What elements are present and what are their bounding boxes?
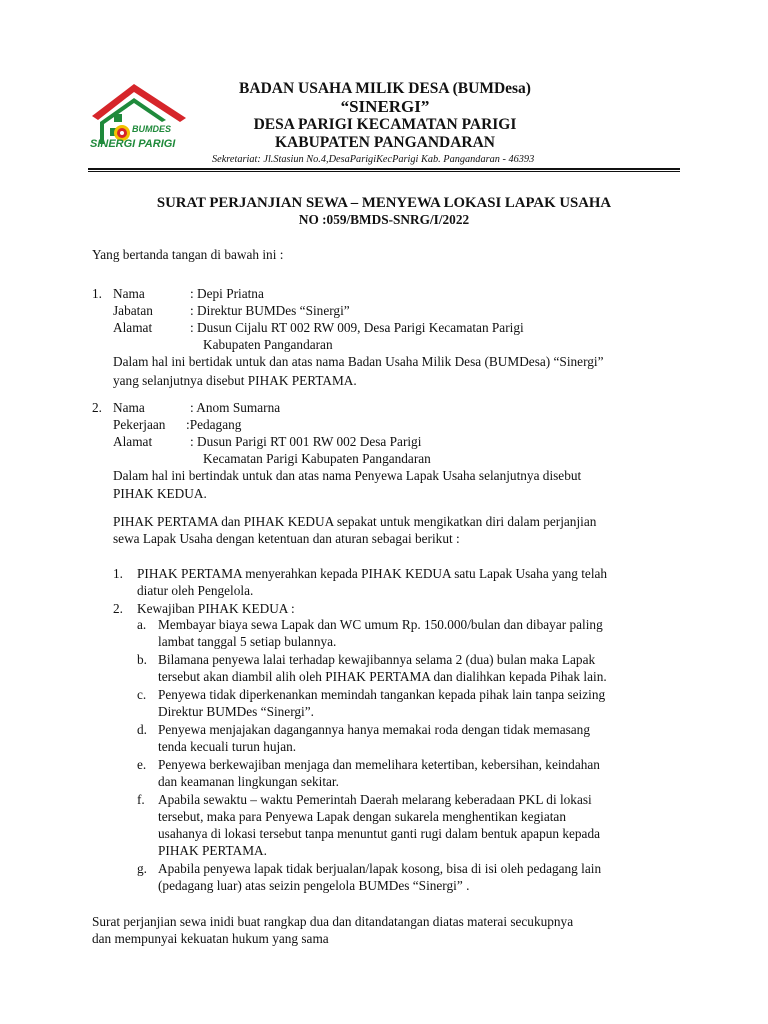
logo-text-bumdes: BUMDES <box>132 124 172 134</box>
party-one-position-value: : Direktur BUMDes “Sinergi” <box>190 303 350 318</box>
closing-text: Surat perjanjian sewa inidi buat rangkap dua dan ditandatangan diatas materai secukupnya <box>92 914 574 929</box>
closing-text-cont: dan mempunyai kekuatan hukum yang sama <box>92 931 329 946</box>
party-two-address-label: Alamat <box>113 434 153 449</box>
obligation-e-text: Penyewa berkewajiban menjaga dan memelihara ketertiban, kebersihan, keindahan <box>158 757 600 772</box>
party-two-number: 2. <box>92 400 102 415</box>
party-two-address-value-cont: Kecamatan Parigi Kabupaten Pangandaran <box>203 451 431 466</box>
obligation-g-letter: g. <box>137 861 147 876</box>
party-one-description: Dalam hal ini bertidak untuk dan atas nama Badan Usaha Milik Desa (BUMDesa) “Sinergi” <box>113 354 604 369</box>
obligation-e-text-cont: dan keamanan lingkungan sekitar. <box>158 774 339 789</box>
term-one-text: PIHAK PERTAMA menyerahkan kepada PIHAK KEDUA satu Lapak Usaha yang telah <box>137 566 608 581</box>
obligation-f-text-cont: tersebut, maka para Penyewa Lapak dengan sukarela menghentikan kegiatan <box>158 809 566 824</box>
party-two-name-label: Nama <box>113 400 145 415</box>
term-two-text: Kewajiban PIHAK KEDUA : <box>137 601 295 616</box>
party-two-description: Dalam hal ini bertindak untuk dan atas nama Penyewa Lapak Usaha selanjutnya disebut <box>113 468 582 483</box>
obligation-a-text-cont: lambat tanggal 5 setiap bulannya. <box>158 634 337 649</box>
letterhead-org-brand: “SINERGI” <box>340 97 430 116</box>
letterhead-org-name: BADAN USAHA MILIK DESA (BUMDesa) <box>239 80 531 97</box>
party-two-occupation-label: Pekerjaan <box>113 417 166 432</box>
obligation-b-text: Bilamana penyewa lalai terhadap kewajibannya selama 2 (dua) bulan maka Lapak <box>158 652 596 667</box>
obligation-b-text-cont: tersebut akan diambil alih oleh PIHAK PERTAMA dan dialihkan kepada Pihak lain. <box>158 669 607 684</box>
obligation-a-letter: a. <box>137 617 147 632</box>
party-one-name-label: Nama <box>113 286 145 301</box>
letterhead-regency: KABUPATEN PANGANDARAN <box>274 134 495 151</box>
obligation-f-text: Apabila sewaktu – waktu Pemerintah Daerah melarang keberadaan PKL di lokasi <box>158 792 592 807</box>
letterhead-village: DESA PARIGI KECAMATAN PARIGI <box>253 116 517 133</box>
party-one-description-cont: yang selanjutnya disebut PIHAK PERTAMA. <box>113 373 357 388</box>
party-one-position-label: Jabatan <box>113 303 153 318</box>
bumdes-logo <box>88 78 188 158</box>
obligation-f-text-cont: PIHAK PERTAMA. <box>158 843 267 858</box>
letterhead-rule-thick <box>88 168 680 170</box>
party-two-name-value: : Anom Sumarna <box>190 400 281 415</box>
obligation-d-letter: d. <box>137 722 147 737</box>
obligation-f-text-cont: usahanya di lokasi tersebut tanpa menuntut ganti rugi dalam bentuk apapun kepada <box>158 826 600 841</box>
letterhead-address: Sekretariat: Jl.Stasiun No.4,DesaParigiKecParigi Kab. Pangandaran - 46393 <box>212 154 535 165</box>
obligation-c-letter: c. <box>137 687 147 702</box>
obligation-d-text-cont: tenda kecuali turun hujan. <box>158 739 297 754</box>
obligation-c-text-cont: Direktur BUMDes “Sinergi”. <box>158 704 314 719</box>
document-title: SURAT PERJANJIAN SEWA – MENYEWA LOKASI LAPAK USAHA <box>156 195 612 211</box>
obligation-e-letter: e. <box>137 757 147 772</box>
obligation-b-letter: b. <box>137 652 147 667</box>
party-one-address-value: : Dusun Cijalu RT 002 RW 009, Desa Parigi Kecamatan Parigi <box>190 320 524 335</box>
agreement-text-cont: sewa Lapak Usaha dengan ketentuan dan aturan sebagai berikut : <box>113 531 460 546</box>
party-one-number: 1. <box>92 286 102 301</box>
party-two-address-value: : Dusun Parigi RT 001 RW 002 Desa Parigi <box>190 434 422 449</box>
obligation-g-text: Apabila penyewa lapak tidak berjualan/lapak kosong, bisa di isi oleh pedagang lain <box>158 861 602 876</box>
intro-text: Yang bertanda tangan di bawah ini : <box>92 247 284 262</box>
party-one-name-value: : Depi Priatna <box>190 286 264 301</box>
party-one-address-label: Alamat <box>113 320 153 335</box>
logo-text-sinergi-parigi: SINERGI PARIGI <box>90 138 176 150</box>
term-one-number: 1. <box>113 566 123 581</box>
agreement-text: PIHAK PERTAMA dan PIHAK KEDUA sepakat untuk mengikatkan diri dalam perjanjian <box>113 514 597 529</box>
document-number: NO :059/BMDS-SNRG/I/2022 <box>298 212 470 227</box>
obligation-d-text: Penyewa menjajakan dagangannya hanya memakai roda dengan tidak memasang <box>158 722 590 737</box>
party-two-description-cont: PIHAK KEDUA. <box>113 486 207 501</box>
party-two-occupation-value: :Pedagang <box>186 417 242 432</box>
letterhead-rule-thin <box>88 171 680 172</box>
obligation-f-letter: f. <box>137 792 145 807</box>
term-one-text-cont: diatur oleh Pengelola. <box>137 583 254 598</box>
term-two-number: 2. <box>113 601 123 616</box>
obligation-c-text: Penyewa tidak diperkenankan memindah tangankan kepada pihak lain tanpa seizing <box>158 687 606 702</box>
party-one-address-value-cont: Kabupaten Pangandaran <box>203 337 333 352</box>
obligation-g-text-cont: (pedagang luar) atas seizin pengelola BUMDes “Sinergi” . <box>158 878 470 893</box>
obligation-a-text: Membayar biaya sewa Lapak dan WC umum Rp. 150.000/bulan dan dibayar paling <box>158 617 603 632</box>
